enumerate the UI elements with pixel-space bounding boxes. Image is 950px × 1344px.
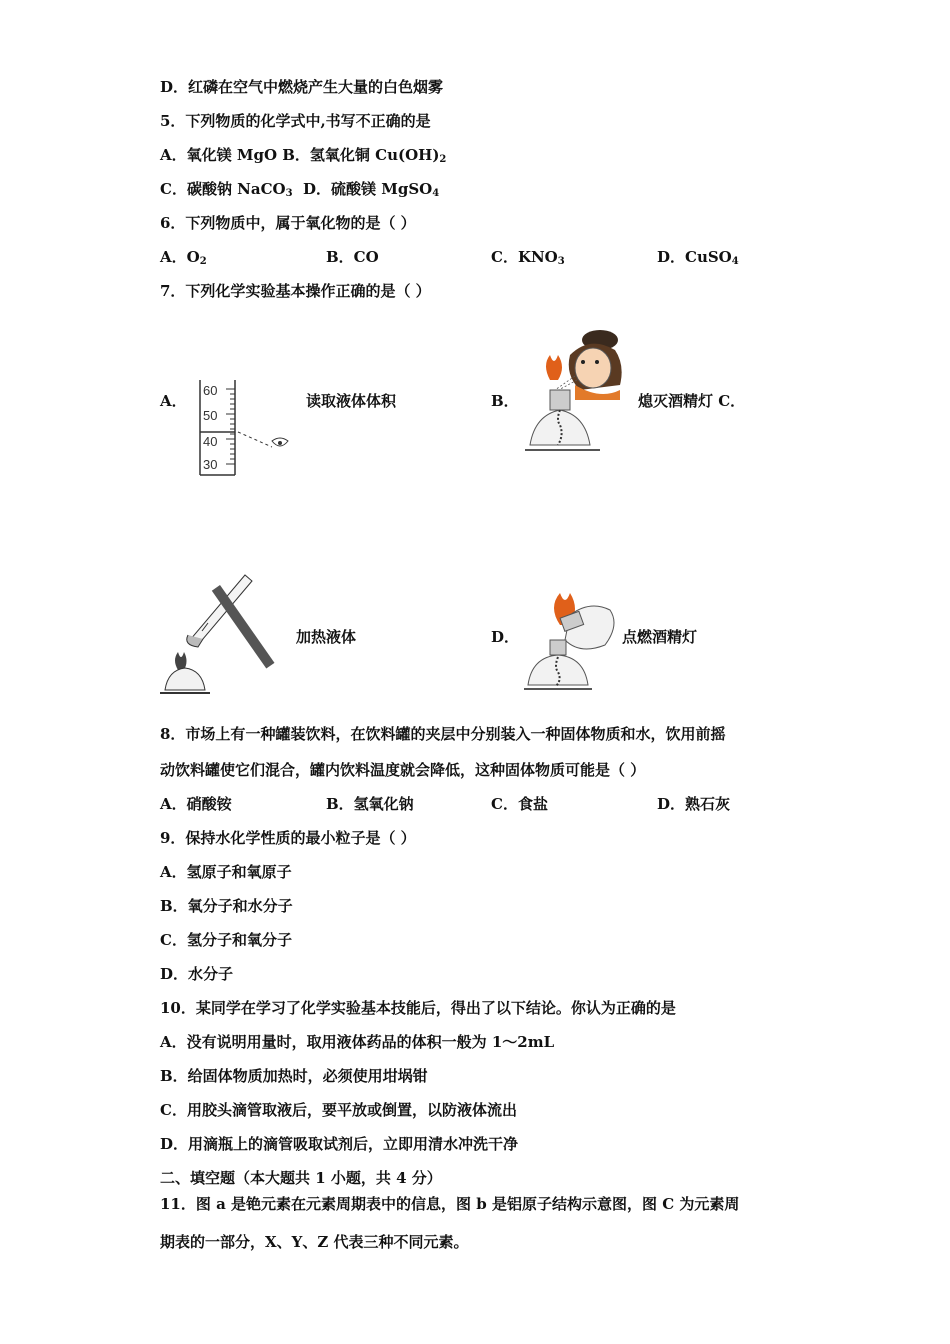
q5-options-cd: C．碳酸钠 NaCO$_3$ D．硫酸镁 MgSO$_4$ [160,180,440,199]
q7-option-d-label: D． [491,628,520,646]
q8-stem-line2: 动饮料罐使它们混合，罐内饮料温度就会降低，这种固体物质可能是（ ） [160,761,646,779]
graduated-cylinder-figure [190,375,300,480]
q11-stem-line1: 11．图 a 是铯元素在元素周期表中的信息，图 b 是铝原子结构示意图，图 C 为元素周 [160,1195,740,1213]
q9-option-c: C．氢分子和氧分子 [160,931,292,949]
lighting-lamp-figure [520,585,620,695]
face-icon [575,348,611,388]
q8-option-d: D．熟石灰 [657,795,731,813]
q7-option-a-caption: 读取液体体积 [306,392,397,410]
q7-option-c-caption: 加热液体 [296,628,357,646]
q10-stem: 10．某同学在学习了化学实验基本技能后，得出了以下结论。你认为正确的是 [160,999,676,1017]
q4-option-d: D．红磷在空气中燃烧产生大量的白色烟雾 [160,78,444,96]
q7-option-b-caption: 熄灭酒精灯 C． [638,392,746,410]
q6-option-a: A．$O_2$ [160,248,207,267]
q6-option-d: D．CuSO$_4$ [657,248,739,267]
q7-stem: 7．下列化学实验基本操作正确的是（ ） [160,282,431,300]
q9-option-a: A．氢原子和氧原子 [160,863,292,881]
q7-option-b-label: B． [491,392,519,410]
q5-options-ab: A．氧化镁 MgO B．氢氧化铜 $Cu(OH)_2$ [160,146,447,165]
tick-30: 30 [203,457,218,472]
tick-40: 40 [203,434,218,449]
section-2-heading: 二、填空题（本大题共 1 小题，共 4 分） [160,1169,442,1187]
q9-stem: 9．保持水化学性质的最小粒子是（ ） [160,829,416,847]
flame-icon [546,355,562,380]
q7-option-a-label: A． [160,392,187,410]
q8-option-b: B．氢氧化钠 [326,795,414,813]
q8-stem-line1: 8．市场上有一种罐装饮料，在饮料罐的夹层中分别装入一种固体物质和水，饮用前摇 [160,725,726,743]
q9-option-b: B．氧分子和水分子 [160,897,293,915]
q11-stem-line2: 期表的一部分，X、Y、Z 代表三种不同元素。 [160,1233,469,1251]
q10-option-d: D．用滴瓶上的滴管吸取试剂后，立即用清水冲洗干净 [160,1135,519,1153]
q9-option-d: D．水分子 [160,965,234,983]
heating-liquid-figure [160,565,295,700]
q10-option-c: C．用胶头滴管取液后，要平放或倒置，以防液体流出 [160,1101,517,1119]
q6-stem: 6．下列物质中，属于氧化物的是（ ） [160,214,416,232]
q6-option-c: C．$KNO_3$ [491,248,565,267]
q8-option-c: C．食盐 [491,795,548,813]
q7-option-d-caption: 点燃酒精灯 [622,628,698,646]
test-tube-holder-icon [212,585,275,669]
q5-stem: 5．下列物质的化学式中,书写不正确的是 [160,112,431,130]
q10-option-a: A．没有说明用量时，取用液体药品的体积一般为 1～2mL [160,1033,555,1051]
q6-option-b: B．CO [326,248,379,266]
flame-icon [175,652,187,670]
q10-option-b: B．给固体物质加热时，必须使用坩埚钳 [160,1067,428,1085]
q8-option-a: A．硝酸铵 [160,795,232,813]
tick-60: 60 [203,383,218,398]
blowing-lamp-figure [515,310,640,480]
tick-50: 50 [203,408,218,423]
